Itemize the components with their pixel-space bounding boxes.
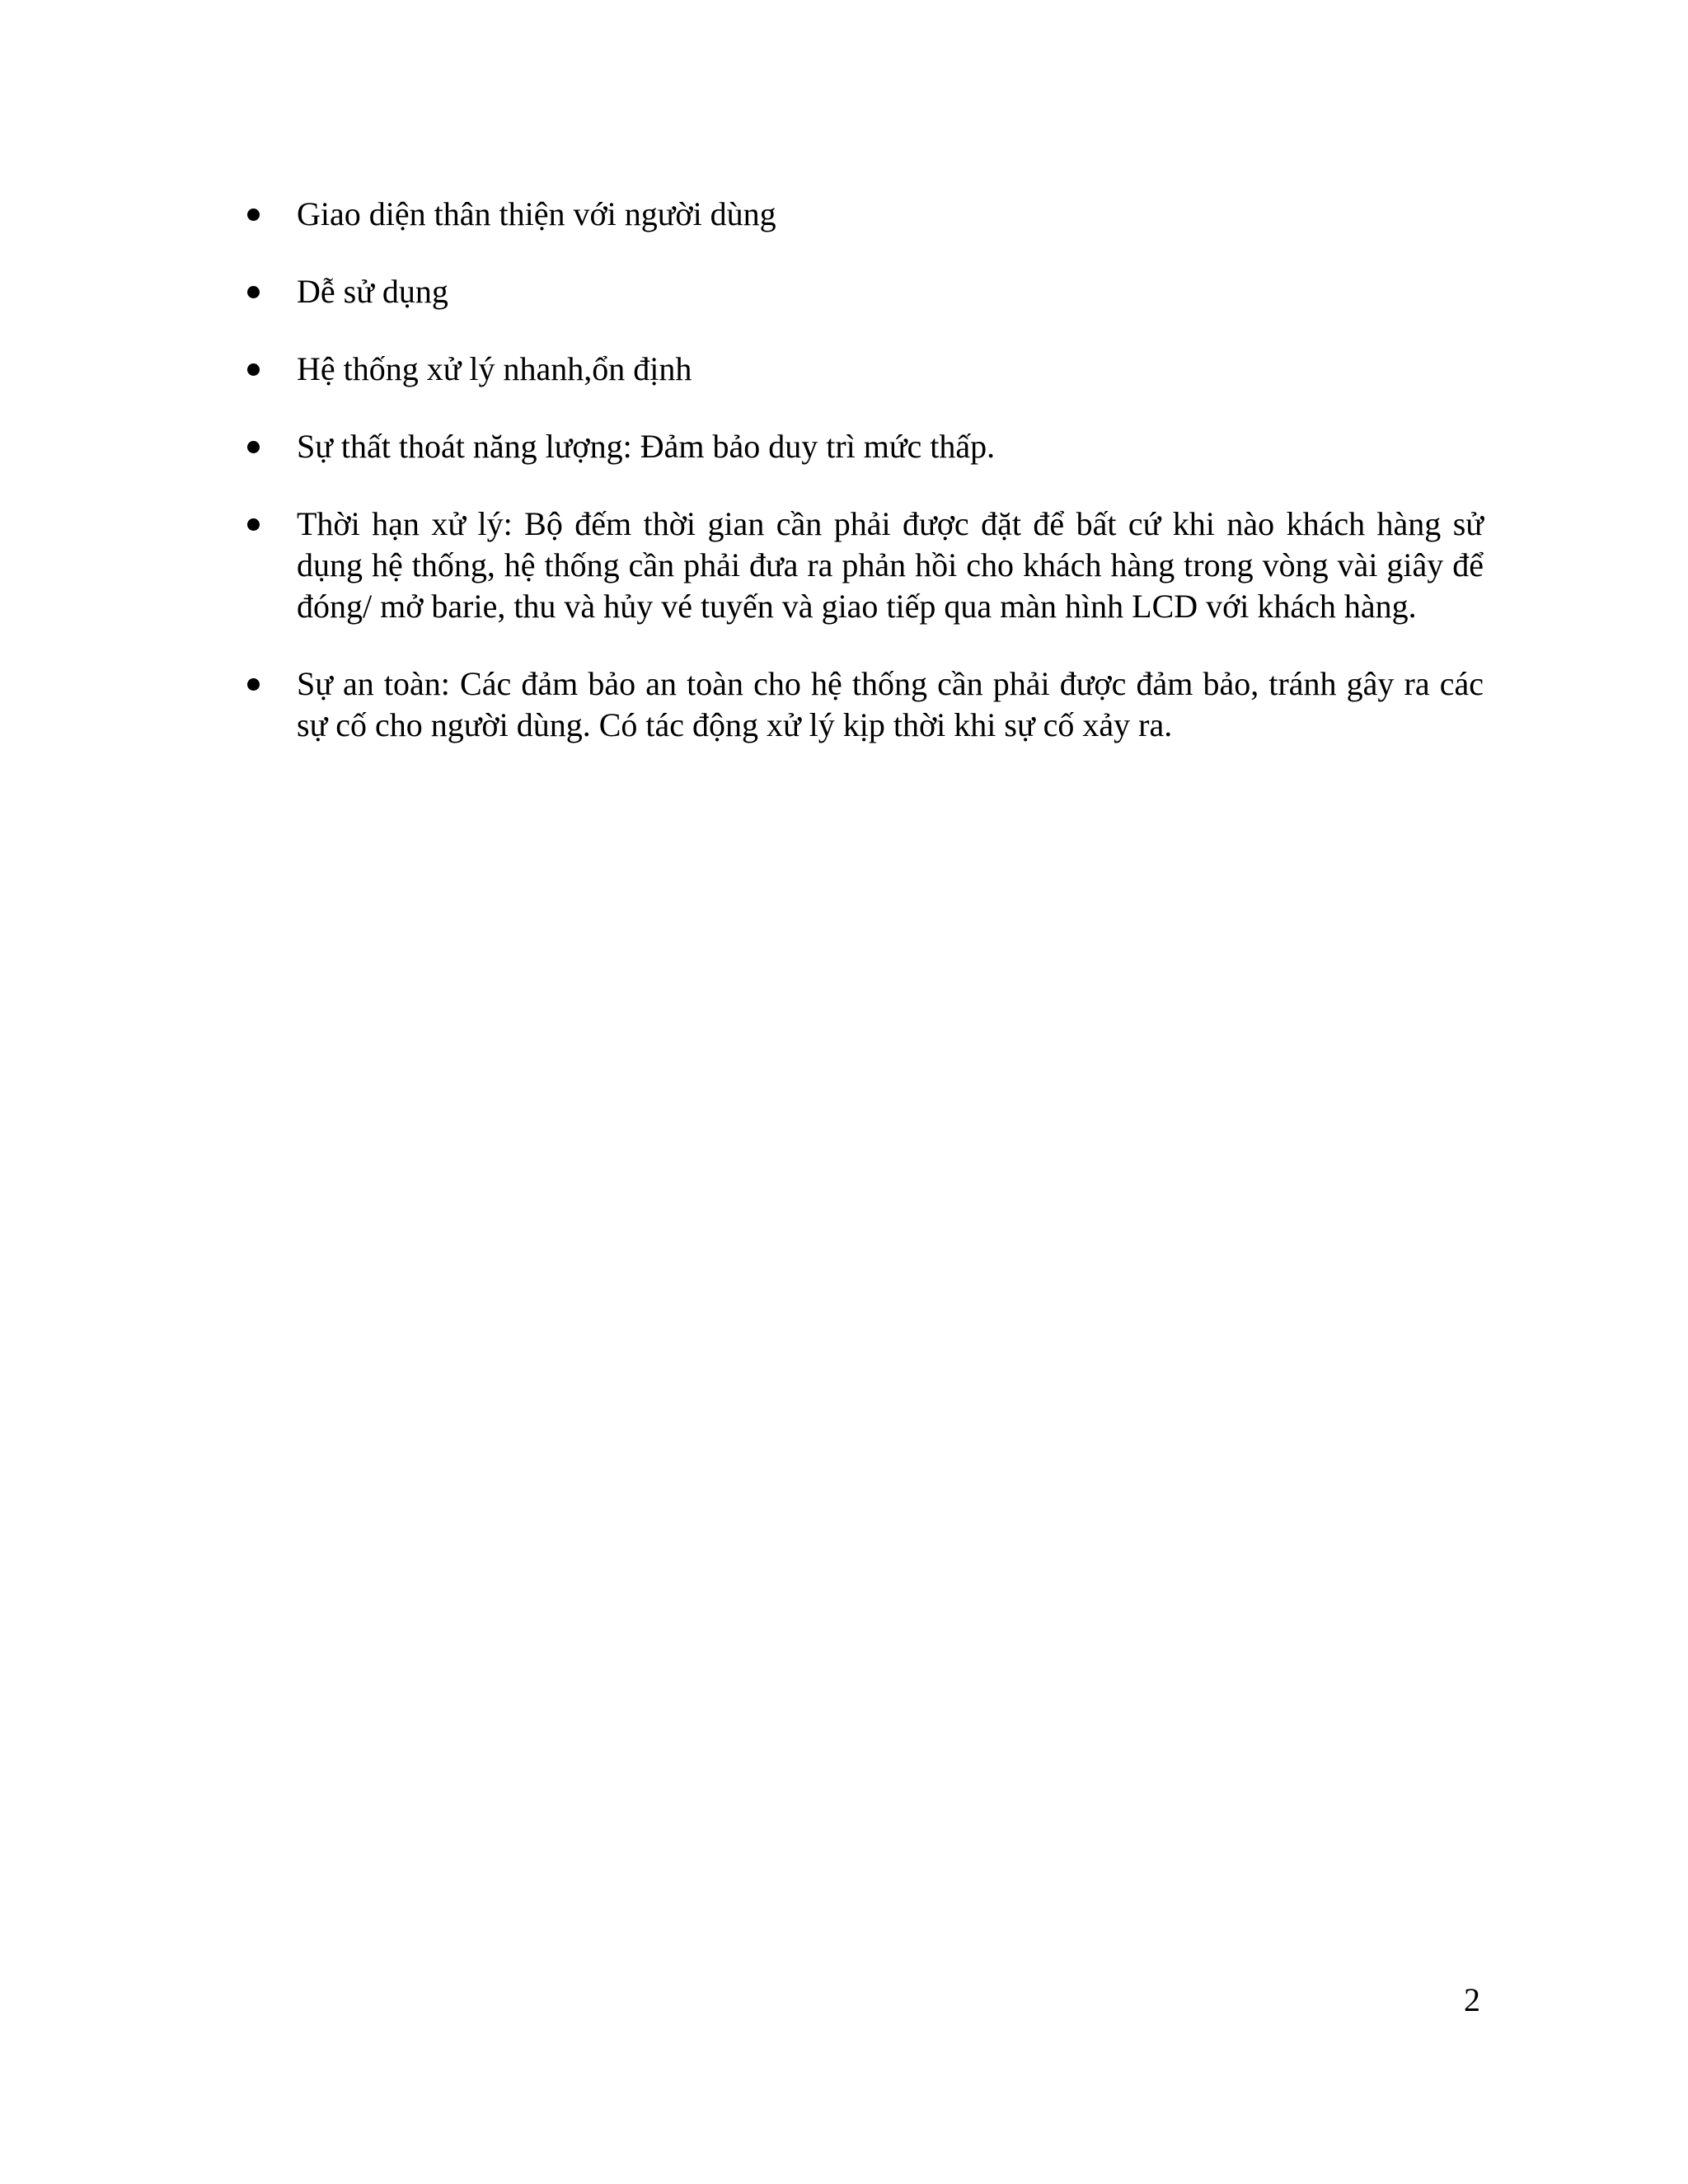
bullet-icon <box>247 518 260 531</box>
list-item-text: Thời hạn xử lý: Bộ đếm thời gian cần phải được đặt để bất cứ khi nào khách hàng sử dụng hệ thống, hệ thống cần phải đưa ra phản hồi cho khách hàng trong vòng vài giây để đóng/ mở barie, thu và hủy vé tuyến và giao tiếp qua màn hình LCD với khách hàng. <box>297 505 1484 625</box>
list-item-text: Hệ thống xử lý nhanh,ổn định <box>297 350 692 387</box>
list-item <box>247 271 1484 312</box>
bullet-icon <box>247 441 260 453</box>
list-item <box>247 504 1484 627</box>
list-item <box>247 194 1484 235</box>
page-number: 2 <box>1464 1981 1480 2018</box>
list-item <box>247 349 1484 390</box>
bullet-icon <box>247 363 260 376</box>
list-item-text: Giao diện thân thiện với người dùng <box>297 195 776 232</box>
list-item <box>247 426 1484 467</box>
list-item-text: Dễ sử dụng <box>297 273 448 310</box>
bullet-icon <box>247 678 260 691</box>
requirements-list <box>247 194 1484 782</box>
list-item-text: Sự thất thoát năng lượng: Đảm bảo duy trì mức thấp. <box>297 428 996 465</box>
bullet-icon <box>247 209 260 221</box>
bullet-icon <box>247 286 260 298</box>
list-item <box>247 663 1484 746</box>
list-item-text: Sự an toàn: Các đảm bảo an toàn cho hệ thống cần phải được đảm bảo, tránh gây ra các sự cố cho người dùng. Có tác động xử lý kịp thời khi sự cố xảy ra. <box>297 665 1484 743</box>
